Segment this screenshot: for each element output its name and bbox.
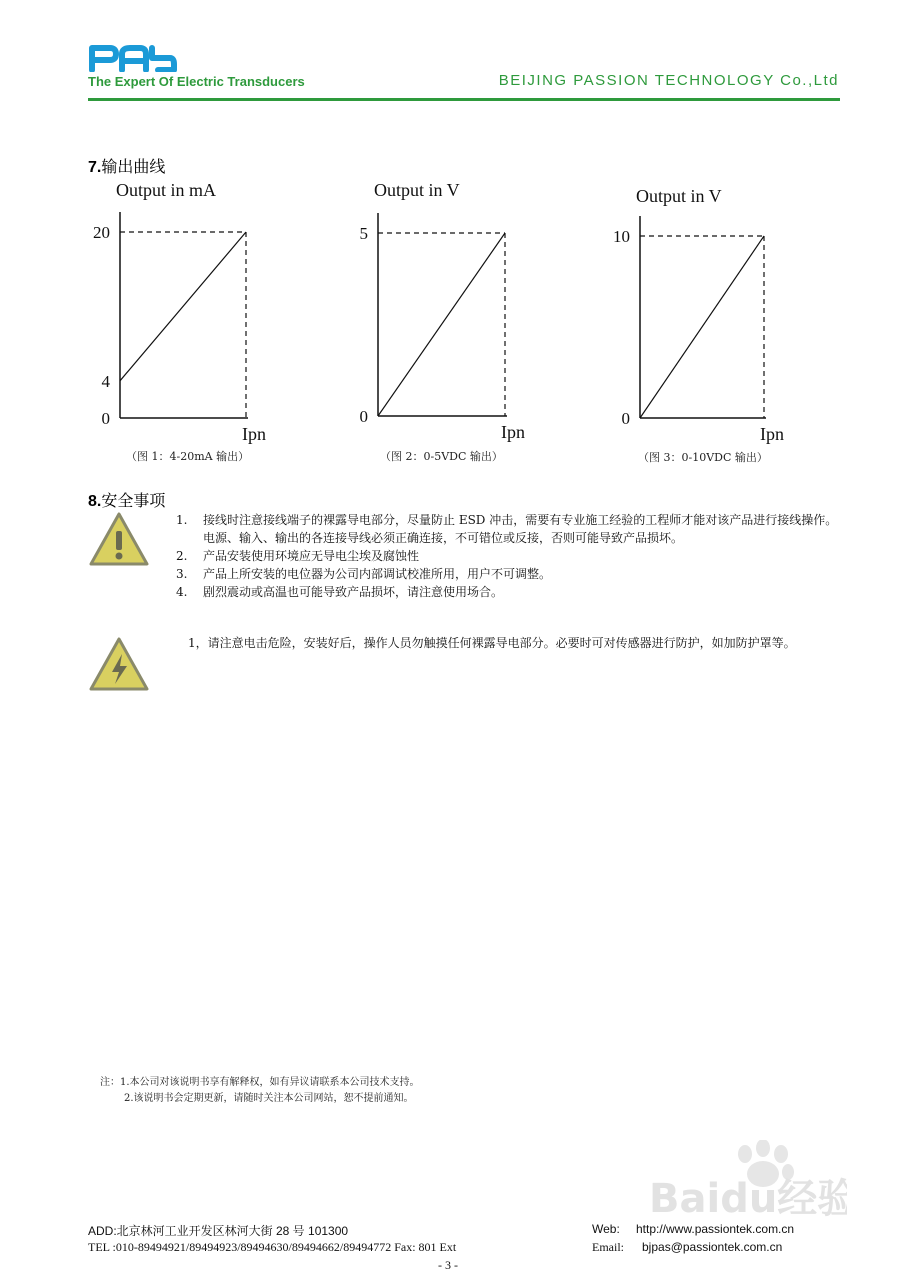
- list-item-number: 3.: [176, 567, 188, 581]
- section-7-number: 7.: [88, 159, 102, 176]
- list-item-text: 接线时注意接线端子的裸露导电部分，尽量防止 ESD 冲击，需要有专业施工经验的工程师才能对该产品进行接线操作。电源、输入、输出的各连接导线必须正确连接，不可错位或反接，否则可能导致产品损坏。: [203, 513, 838, 545]
- electric-warning-text: 1，请注意电击危险，安装好后，操作人员勿触摸任何裸露导电部分。必要时可对传感器进行防护，如加防护罩等。: [188, 636, 796, 650]
- logo-tagline: The Expert Of Electric Transducers: [88, 74, 305, 89]
- chart-2-caption: （图 2：0-5VDC 输出）: [380, 450, 503, 463]
- x-axis-label: Ipn: [501, 422, 525, 442]
- y-axis-label: Output in V: [374, 180, 460, 200]
- y-tick-label: 20: [93, 223, 110, 242]
- chart-1-caption: （图 1：4-20mA 输出）: [126, 450, 250, 463]
- footer-web-link[interactable]: http://www.passiontek.com.cn: [636, 1222, 795, 1236]
- y-axis-label: Output in mA: [116, 180, 217, 200]
- warning-triangle-icon: [88, 511, 150, 567]
- footer-email-link[interactable]: bjpas@passiontek.com.cn: [642, 1240, 783, 1254]
- electric-shock-warning-icon: [88, 636, 150, 692]
- y-tick-label: 0: [621, 409, 630, 428]
- list-item: [176, 547, 844, 565]
- list-item-text: 剧烈震动或高温也可能导致产品损坏，请注意使用场合。: [203, 585, 504, 599]
- series-line: [120, 232, 246, 381]
- page-number: - 3 -: [438, 1258, 458, 1272]
- list-item-text: 产品安装使用环境应无导电尘埃及腐蚀性: [203, 549, 420, 563]
- company-logo: [88, 40, 178, 72]
- y-tick-label: 0: [101, 409, 110, 428]
- list-item: [176, 565, 844, 583]
- x-axis-label: Ipn: [242, 424, 266, 444]
- chart-0-10vdc: [604, 182, 814, 448]
- baidu-watermark: [647, 1140, 847, 1228]
- chart-3-caption: （图 3：0-10VDC 输出）: [638, 451, 768, 464]
- section-8-number: 8.: [88, 493, 102, 510]
- chart-0-5vdc: [345, 176, 555, 446]
- list-item-number: 1.: [176, 513, 188, 527]
- y-axis-label: Output in V: [636, 186, 722, 206]
- list-item-text: 产品上所安装的电位器为公司内部调试校准所用，用户不可调整。: [203, 567, 552, 581]
- list-item: [176, 511, 844, 547]
- section-7-heading: [88, 154, 165, 177]
- note-line-1: 注：1.本公司对该说明书享有解释权，如有异议请联系本公司技术支持。: [100, 1077, 420, 1088]
- chart-4-20ma: [88, 176, 298, 446]
- chart-4-20ma-svg: [88, 176, 298, 446]
- header-divider: [88, 98, 840, 101]
- footer-tel: TEL :010-89494921/89494923/89494630/89494662/89494772 Fax: 801 Ext: [88, 1240, 457, 1254]
- chart-0-10vdc-svg: [604, 182, 814, 448]
- watermark-text: Baidu经验: [649, 1176, 847, 1222]
- y-tick-label: 10: [613, 227, 630, 246]
- footer-address: ADD:北京林河工业开发区林河大街 28 号 101300: [88, 1224, 349, 1238]
- x-axis-label: Ipn: [760, 424, 784, 444]
- series-line: [378, 233, 505, 416]
- footer-web-label: Web:: [592, 1222, 620, 1236]
- chart-0-5vdc-svg: [345, 176, 555, 446]
- notes: [100, 1075, 420, 1107]
- y-tick-label: 0: [359, 407, 368, 426]
- list-item: [176, 583, 844, 601]
- list-item-number: 4.: [176, 585, 188, 599]
- section-8-title: 安全事项: [101, 493, 166, 510]
- safety-list: [176, 511, 844, 601]
- section-8-heading: [88, 488, 165, 511]
- note-line-2: 2.该说明书会定期更新，请随时关注本公司网站，恕不提前通知。: [124, 1093, 414, 1104]
- list-item-number: 2.: [176, 549, 188, 563]
- series-line: [640, 236, 764, 418]
- footer-email-label: Email:: [592, 1240, 624, 1254]
- section-7-title: 输出曲线: [101, 159, 166, 176]
- company-name: BEIJING PASSION TECHNOLOGY Co.,Ltd: [498, 72, 839, 89]
- y-tick-label: 4: [101, 371, 110, 391]
- y-tick-label: 5: [359, 224, 368, 243]
